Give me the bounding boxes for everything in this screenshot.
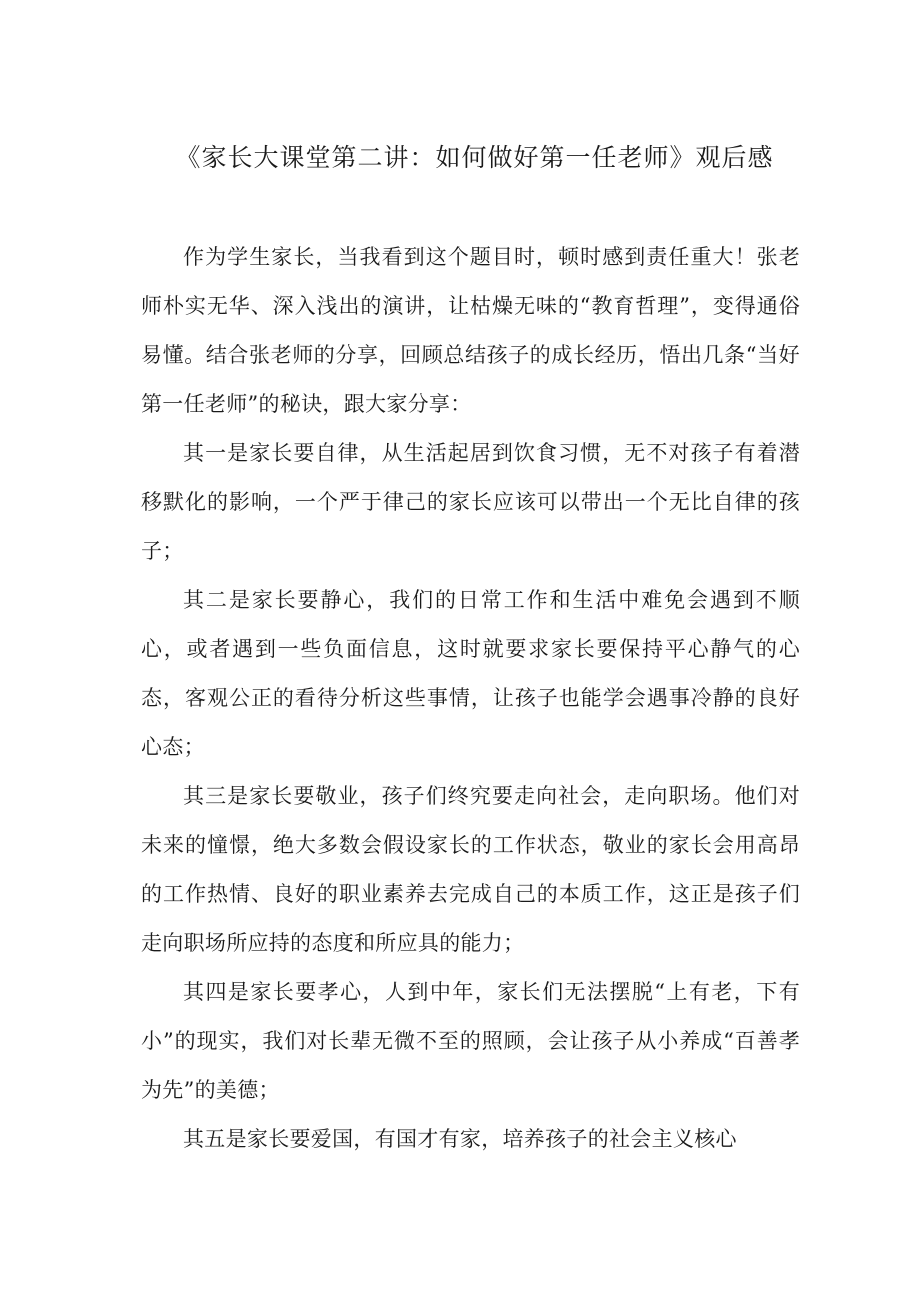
paragraph-point-2: 其二是家长要静心，我们的日常工作和生活中难免会遇到不顺心，或者遇到一些负面信息，这时就要求家长要保持平心静气的心态，客观公正的看待分析这些事情，让孩子也能学会遇事冷静的良好心态； (141, 588, 800, 759)
paragraph-intro: 作为学生家长，当我看到这个题目时，顿时感到责任重大！张老师朴实无华、深入浅出的演讲，让枯燥无味的“教育哲理”，变得通俗易懂。结合张老师的分享，回顾总结孩子的成长经历，悟出几条“当好第一任老师”的秘诀，跟大家分享： (141, 245, 800, 416)
paragraph-point-4: 其四是家长要孝心，人到中年，家长们无法摆脱“上有老，下有小”的现实，我们对长辈无微不至的照顾，会让孩子从小养成“百善孝为先”的美德； (141, 980, 800, 1102)
paragraph-point-1: 其一是家长要自律，从生活起居到饮食习惯，无不对孩子有着潜移默化的影响，一个严于律己的家长应该可以带出一个无比自律的孩子； (141, 441, 800, 563)
paragraph-point-3: 其三是家长要敬业，孩子们终究要走向社会，走向职场。他们对未来的憧憬，绝大多数会假设家长的工作状态，敬业的家长会用高昂的工作热情、良好的职业素养去完成自己的本质工作，这正是孩子们走向职场所应持的态度和所应具的能力； (141, 784, 800, 955)
paragraph-point-5: 其五是家长要爱国，有国才有家，培养孩子的社会主义核心 (183, 1127, 737, 1151)
document-title: 《家长大课堂第二讲：如何做好第一任老师》观后感 (175, 143, 774, 172)
